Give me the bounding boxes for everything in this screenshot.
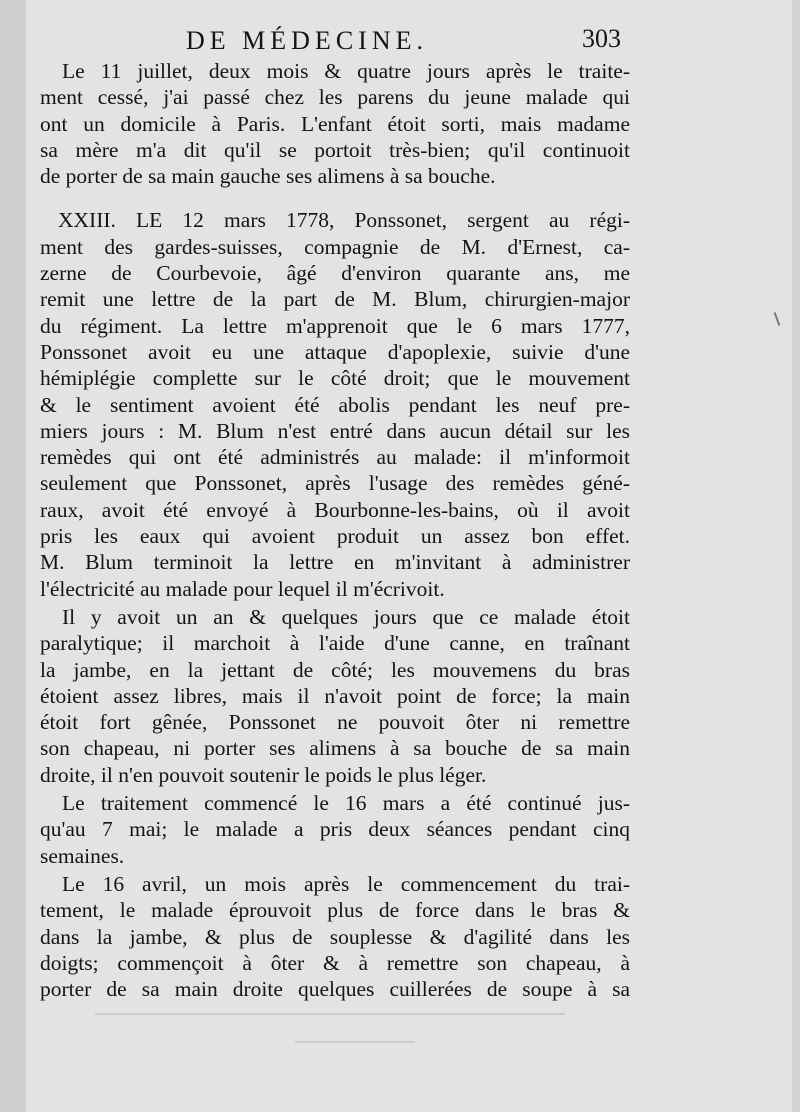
text-line: porter de sa main droite quelques cuillerées de soupe à sa <box>40 977 630 1002</box>
text-line: Le 11 juillet, deux mois & quatre jours après le traite- <box>62 59 630 83</box>
paragraph-gap <box>40 189 630 207</box>
text-line: de porter de sa main gauche ses alimens à sa bouche. <box>40 164 496 189</box>
text-line: seulement que Ponssonet, après l'usage des remèdes géné- <box>40 471 630 496</box>
text-line: son chapeau, ni porter ses alimens à sa bouche de sa main <box>40 736 630 761</box>
text-line: étoit fort gênée, Ponssonet ne pouvoit ôter ni remettre <box>40 710 630 735</box>
text-line: raux, avoit été envoyé à Bourbonne-les-bains, où il avoit <box>40 497 630 522</box>
text-line: Ponssonet avoit eu une attaque d'apoplexie, suivie d'une <box>40 339 630 364</box>
show-through-text <box>95 1005 595 1065</box>
text-line: tement, le malade éprouvoit plus de force dans le bras & <box>40 898 630 923</box>
text-line: ment des gardes-suisses, compagnie de M. d'Ernest, ca- <box>40 234 630 259</box>
text-line: qu'au 7 mai; le malade a pris deux séances pendant cinq <box>40 817 630 842</box>
text-line: ment cessé, j'ai passé chez les parens du jeune malade qui <box>40 85 630 110</box>
text-line: dans la jambe, & plus de souplesse & d'agilité dans les <box>40 924 630 949</box>
text-line: remit une lettre de la part de M. Blum, chirurgien-major <box>40 287 630 312</box>
text-line: M. Blum terminoit la lettre en m'invitant à administrer <box>40 550 630 575</box>
text-line: paralytique; il marchoit à l'aide d'une canne, en traînant <box>40 631 630 656</box>
text-line: droite, il n'en pouvoit soutenir le poids le plus léger. <box>40 762 487 787</box>
bleed-line <box>95 1013 565 1015</box>
bleed-line <box>295 1041 415 1043</box>
margin-mark <box>774 312 781 326</box>
text-line: semaines. <box>40 843 125 868</box>
body-text <box>40 58 630 1002</box>
text-line: hémiplégie complette sur le côté droit; que le mouvement <box>40 366 630 391</box>
text-line: sa mère m'a dit qu'il se portoit très-bien; qu'il continuoit <box>40 137 630 162</box>
binding-gutter <box>0 0 26 1112</box>
text-line: zerne de Courbevoie, âgé d'environ quarante ans, me <box>40 261 630 286</box>
text-line: l'électricité au malade pour lequel il m'écrivoit. <box>40 576 445 601</box>
text-line: Il y avoit un an & quelques jours que ce malade étoit <box>62 604 630 629</box>
text-line: Le 16 avril, un mois après le commencement du trai- <box>62 871 630 896</box>
text-line: doigts; commençoit à ôter & à remettre son chapeau, à <box>40 950 630 975</box>
text-line: miers jours : M. Blum n'est entré dans aucun détail sur les <box>40 418 630 443</box>
text-line: pris les eaux qui avoient produit un assez bon effet. <box>40 524 630 549</box>
text-line: du régiment. La lettre m'apprenoit que le 6 mars 1777, <box>40 313 630 338</box>
running-head: DE MÉDECINE. <box>186 26 428 55</box>
paragraph-3 <box>40 604 630 788</box>
paragraph-4 <box>40 790 630 869</box>
text-line: étoient assez libres, mais il n'avoit point de force; la main <box>40 683 630 708</box>
text-line: & le sentiment avoient été abolis pendant les neuf pre- <box>40 392 630 417</box>
text-line: remèdes qui ont été administrés au malade: il m'informoit <box>40 445 630 470</box>
paragraph-5 <box>40 871 630 1002</box>
paragraph-1 <box>40 58 630 189</box>
page-number: 303 <box>582 24 621 53</box>
text-line: Le traitement commencé le 16 mars a été continué jus- <box>62 791 630 816</box>
page-edge <box>792 0 800 1112</box>
text-line: la jambe, en la jettant de côté; les mouvemens du bras <box>40 657 630 682</box>
paragraph-2 <box>40 207 630 601</box>
text-line: XXIII. LE 12 mars 1778, Ponssonet, sergent au régi- <box>58 208 630 233</box>
text-line: ont un domicile à Paris. L'enfant étoit sorti, mais madame <box>40 111 630 136</box>
